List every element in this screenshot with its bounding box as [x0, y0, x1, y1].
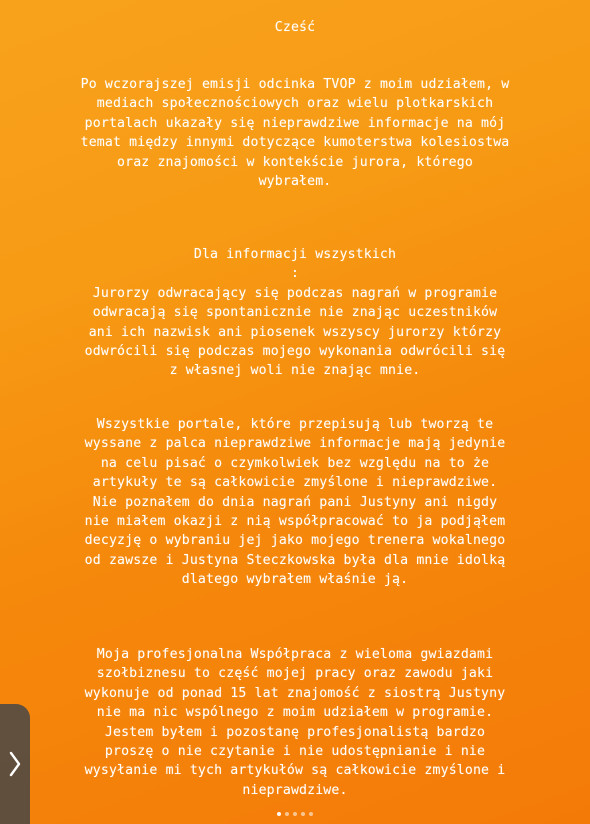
next-page-button[interactable]	[0, 704, 30, 824]
greeting-text: Cześć	[274, 20, 316, 35]
story-paragraph-1: Po wczorajszej emisji odcinka TVOP z moim udziałem, w mediach społecznościowych oraz wielu plotkarskich portalach ukazały się nieprawdziwe informacje na mój temat między innymi dotyczące kumoterstwa kolesiostwa oraz znajomości w kontekście jurora, którego wybrałem.	[80, 77, 510, 190]
page-dot	[277, 812, 281, 816]
chevron-right-icon	[8, 750, 22, 778]
story-paragraph-2: Dla informacji wszystkich : Jurorzy odwracający się podczas nagrań w programie odwracają się spontanicznie nie znając uczestników ani ich nazwisk ani piosenek wszyscy jurorzy którzy odwrócili się podczas mojego wykonania odwrócili się z własnej woli nie znając mnie.	[84, 247, 506, 379]
story-paragraph-3: Wszystkie portale, które przepisują lub tworzą te wyssane z palca nieprawdziwe informacje mają jedynie na celu pisać o czymkolwiek bez względu na to że artykuły te są całkowicie zmyślone i nieprawdziwe. Nie poznałem do dnia nagrań pani Justyny ani nigdy nie miałem okazji z nią współpracować to ja podjąłem decyzję o wybraniu jej jako mojego trenera wokalnego od zawsze i Justyna Steczkowska była dla mnie idolką dlatego wybrałem właśnie ją.	[84, 417, 506, 588]
story-paragraph-4: Moja profesjonalna Współpraca z wieloma gwiazdami szołbiznesu to część mojej pracy oraz zawodu jaki wykonuje od ponad 15 lat znajomość z siostrą Justyny nie ma nic wspólnego z moim udziałem w programie. Jestem byłem i pozostanę profesjonalistą bardzo proszę o nie czytanie i nie udostępnianie i nie wysyłanie mi tych artykułów są całkowicie zmyślone i nieprawdziwe.	[84, 647, 506, 798]
page-indicator	[0, 812, 590, 816]
page-dot	[285, 812, 289, 816]
page-dot	[301, 812, 305, 816]
page-dot	[293, 812, 297, 816]
page-dot	[309, 812, 313, 816]
